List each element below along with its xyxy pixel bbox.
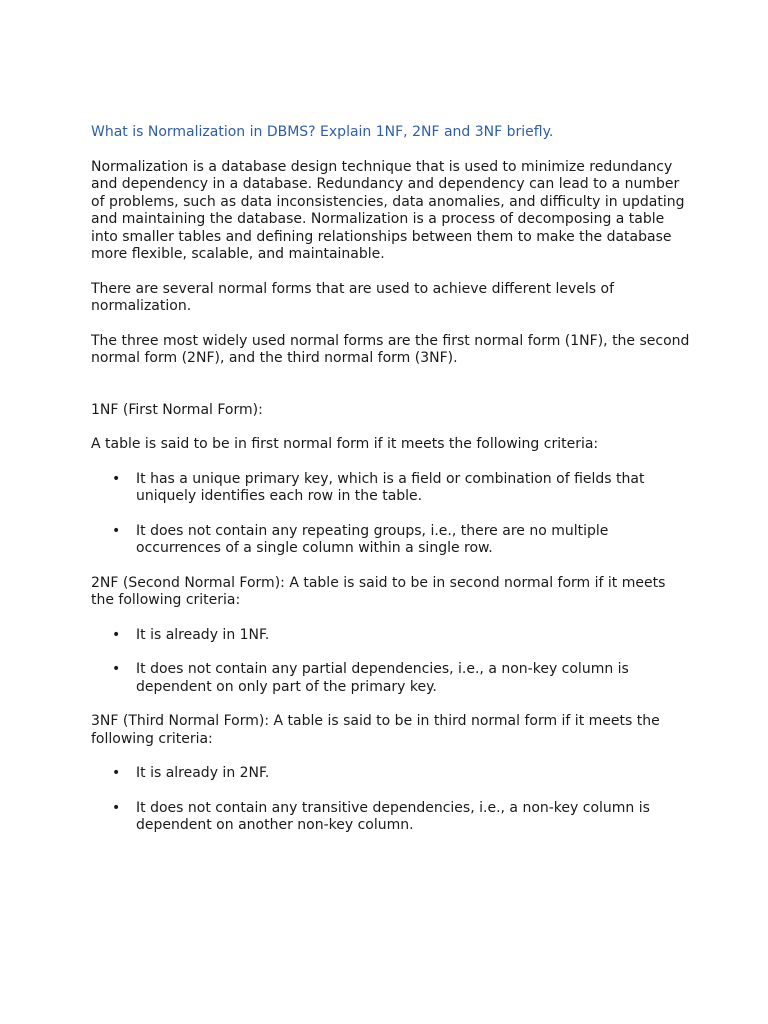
list-item (112, 661, 691, 696)
list-item (112, 470, 691, 506)
document-body (91, 124, 691, 852)
bullet-icon: • (112, 626, 121, 643)
bullet-icon: • (112, 522, 121, 539)
list-item-text: It is already in 1NF. (136, 626, 270, 643)
bullet-icon: • (112, 661, 121, 677)
spacer (91, 385, 691, 402)
list-item (112, 626, 691, 645)
document-title: What is Normalization in DBMS? Explain 1NF, 2NF and 3NF briefly. (91, 124, 554, 140)
intro-paragraph: The three most widely used normal forms are the first normal form (1NF), the second normal form (2NF), and the third normal form (3NF). (91, 332, 690, 366)
list-item-text: It does not contain any transitive dependencies, i.e., a non-key column is dependent on another non-key column. (136, 799, 650, 833)
list-item-text: It has a unique primary key, which is a field or combination of fields that uniquely identifies each row in the table. (136, 470, 645, 504)
bullet-icon: • (112, 765, 121, 781)
intro-paragraph: There are several normal forms that are used to achieve different levels of normalization. (91, 280, 615, 314)
criteria-list-3nf (91, 765, 691, 835)
bullet-icon: • (112, 470, 121, 487)
section-lead-1nf: A table is said to be in first normal form if it meets the following criteria: (91, 436, 599, 452)
section-lead-2nf: 2NF (Second Normal Form): A table is said to be in second normal form if it meets the following criteria: (91, 574, 666, 608)
bullet-icon: • (112, 799, 121, 816)
intro-paragraph: Normalization is a database design technique that is used to minimize redundancy and dependency in a database. Redundancy and dependency can lead to a number of problems, such as data inconsistencies, data anomalies, and difficulty in updating and maintaining the database. Normalization is a process of decomposing a table into smaller tables and defining relationships between them to make the database more flexible, scalable, and maintainable. (91, 158, 685, 262)
list-item (112, 799, 691, 835)
criteria-list-1nf (91, 471, 691, 558)
list-item (112, 765, 691, 783)
list-item (112, 522, 691, 558)
section-lead-3nf: 3NF (Third Normal Form): A table is said to be in third normal form if it meets the following criteria: (91, 713, 660, 747)
list-item-text: It is already in 2NF. (136, 765, 270, 781)
list-item-text: It does not contain any partial dependencies, i.e., a non-key column is dependent on only part of the primary key. (136, 661, 629, 695)
section-heading-1nf: 1NF (First Normal Form): (91, 401, 263, 418)
list-item-text: It does not contain any repeating groups, i.e., there are no multiple occurrences of a single column within a single row. (136, 522, 609, 556)
criteria-list-2nf (91, 627, 691, 697)
